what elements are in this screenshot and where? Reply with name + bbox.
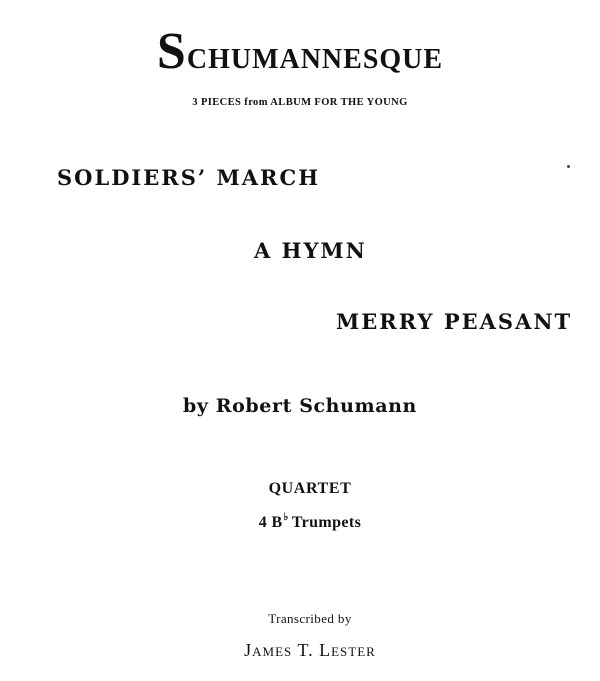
paper-speck <box>567 165 570 168</box>
page-title: Schumannesque <box>156 23 444 80</box>
piece-title-soldiers-march: SOLDIERS’ MARCH <box>57 165 321 190</box>
instrument-key: B <box>271 514 283 531</box>
transcription-credit-label: Transcribed by <box>268 611 352 626</box>
subtitle: 3 PIECES from ALBUM FOR THE YOUNG <box>192 97 408 108</box>
composer-credit: by Robert Schumann <box>183 395 417 417</box>
instrument-name: Trumpets <box>291 514 362 531</box>
arranger-name: James T. Lester <box>244 640 376 660</box>
instrument-count: 4 <box>258 514 268 531</box>
ensemble-label: QUARTET <box>268 480 352 497</box>
piece-title-a-hymn: A HYMN <box>254 238 367 263</box>
piece-title-merry-peasant: MERRY PEASANT <box>336 309 573 334</box>
instrumentation <box>0 512 600 532</box>
flat-sign: ♭ <box>283 512 289 523</box>
